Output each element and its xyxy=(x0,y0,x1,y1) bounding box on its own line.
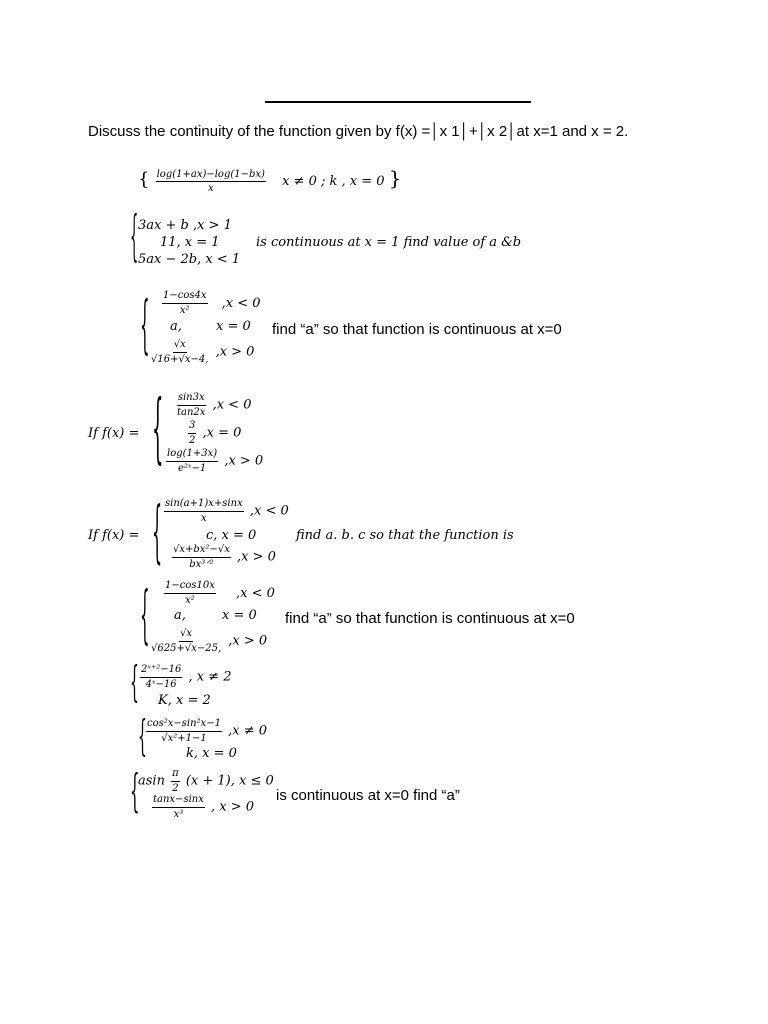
p6-case-3-fraction xyxy=(150,628,222,654)
p4-brace: { xyxy=(152,386,164,475)
p9-case-1-asin: asin xyxy=(138,773,165,789)
p8-case-1 xyxy=(144,718,267,744)
p9-case-2-cond: , x > 0 xyxy=(211,799,255,815)
p7-case-1-fraction xyxy=(140,664,182,690)
p9-case-2-den: x³ xyxy=(173,808,184,820)
p5-brace: { xyxy=(152,491,163,572)
p3-case-1 xyxy=(160,290,261,316)
p9-brace: { xyxy=(130,764,140,818)
p5-case-3-den: bx³ᐟ² xyxy=(189,558,214,570)
p3-case-1-cond: ,x < 0 xyxy=(221,295,261,311)
p1-fraction xyxy=(156,169,266,195)
p2-case-3: 5ax − 2b, x < 1 xyxy=(138,252,241,267)
problem-1 xyxy=(138,166,401,195)
p1-numerator: log(1+ax)−log(1−bx) xyxy=(156,169,266,183)
p6-case-2-value: a, xyxy=(174,608,186,623)
p4-case-2 xyxy=(186,420,241,446)
p8-case-1-den: √x²+1−1 xyxy=(161,732,207,744)
p2-case-2: 11, x = 1 xyxy=(160,235,220,250)
p4-case-1-den: tan2x xyxy=(177,406,206,418)
p3-case-1-num: 1−cos4x xyxy=(162,290,208,304)
p4-case-1-fraction xyxy=(176,392,206,418)
p7-case-1-num: 2ˣ⁺²−16 xyxy=(140,664,182,678)
p2-brace: { xyxy=(130,208,139,271)
p2-case-1: 3ax + b ,x > 1 xyxy=(138,218,232,233)
p5-case-1-fraction xyxy=(164,498,244,524)
p5-lhs: If f(x) = xyxy=(88,528,140,543)
p6-case-1 xyxy=(162,580,275,606)
p1-denominator: x xyxy=(207,183,214,194)
p3-case-3-den: √16+√x−4, xyxy=(151,353,209,365)
p7-brace: { xyxy=(130,660,139,708)
p7-case-1-cond: , x ≠ 2 xyxy=(188,669,232,685)
p5-case-3-fraction xyxy=(172,544,231,570)
p8-brace: { xyxy=(138,714,147,762)
problem-3 xyxy=(140,287,600,370)
p9-case-1-pi: π xyxy=(171,768,180,782)
p6-case-3-num: √x xyxy=(179,628,193,642)
p8-case-1-fraction xyxy=(146,718,222,744)
problem-9 xyxy=(130,764,490,822)
p4-case-1-cond: ,x < 0 xyxy=(212,397,252,413)
problem-7 xyxy=(130,660,330,710)
p4-case-3-den: e²ˣ−1 xyxy=(177,462,207,474)
problem-6 xyxy=(140,577,620,660)
p9-case-1-fraction xyxy=(171,768,180,794)
p6-case-2-cond: x = 0 xyxy=(222,608,257,623)
p1-conditions: x ≠ 0 ; k , x = 0 xyxy=(282,174,385,189)
p6-note: find “a” so that function is continuous at x=0 xyxy=(285,610,575,627)
p6-case-1-den: x² xyxy=(185,594,195,606)
p4-case-3-cond: ,x > 0 xyxy=(224,453,264,469)
p6-brace: { xyxy=(140,577,150,653)
p9-case-1-two: 2 xyxy=(172,782,179,794)
p4-case-3-fraction xyxy=(166,448,218,474)
p5-case-2: c, x = 0 xyxy=(206,528,257,543)
problem-4 xyxy=(88,386,388,478)
p7-case-2: K, x = 2 xyxy=(158,693,211,708)
p5-case-1-num: sin(a+1)x+sinx xyxy=(164,498,244,512)
p9-case-2 xyxy=(150,794,254,820)
p4-case-2-den: 2 xyxy=(189,434,196,446)
problem-5 xyxy=(88,491,548,578)
p3-case-3-cond: ,x > 0 xyxy=(215,344,255,360)
p3-case-3 xyxy=(148,339,254,365)
p7-case-1 xyxy=(138,664,231,690)
p3-case-1-den: x² xyxy=(179,304,190,316)
p2-note: is continuous at x = 1 find value of a &b xyxy=(256,235,522,250)
p5-case-3 xyxy=(170,544,276,570)
p5-case-1-cond: ,x < 0 xyxy=(249,503,289,519)
p8-case-2: k, x = 0 xyxy=(186,746,237,761)
p4-case-3-num: log(1+3x) xyxy=(166,448,218,462)
p4-lhs: If f(x) = xyxy=(88,426,140,441)
p4-case-1-num: sin3x xyxy=(177,392,206,406)
p5-note: find a. b. c so that the function is xyxy=(296,528,514,543)
p4-case-2-num: 3 xyxy=(188,420,196,434)
p9-note: is continuous at x=0 find “a” xyxy=(276,787,460,804)
p9-case-1 xyxy=(138,768,274,794)
p3-case-1-fraction xyxy=(162,290,208,316)
p9-case-1-rest: (x + 1), x ≤ 0 xyxy=(185,773,274,789)
p4-case-2-cond: ,x = 0 xyxy=(202,425,242,441)
p6-case-3-den: √625+√x−25, xyxy=(151,642,222,654)
p9-case-2-fraction xyxy=(152,794,205,820)
p4-case-3 xyxy=(164,448,263,474)
p6-case-3 xyxy=(148,628,267,654)
p4-case-2-fraction xyxy=(188,420,196,446)
p3-brace: { xyxy=(140,287,150,363)
p3-case-2-value: a, xyxy=(170,319,182,334)
p3-case-3-num: √x xyxy=(173,339,187,353)
p6-case-1-num: 1−cos10x xyxy=(164,580,216,594)
problem-8 xyxy=(138,714,338,764)
p1-close-brace: } xyxy=(388,166,402,190)
p8-case-1-num: cos²x−sin²x−1 xyxy=(146,718,222,732)
p4-case-1 xyxy=(174,392,251,418)
p6-case-1-cond: ,x < 0 xyxy=(236,585,275,601)
p9-case-2-num: tanx−sinx xyxy=(152,794,205,808)
p1-open-brace: { xyxy=(138,169,150,190)
header-rule xyxy=(265,101,531,103)
p3-case-2-cond: x = 0 xyxy=(216,319,251,334)
p6-case-1-fraction xyxy=(164,580,216,606)
p8-case-1-cond: ,x ≠ 0 xyxy=(228,723,267,739)
p3-case-3-fraction xyxy=(150,339,209,365)
p5-case-1-den: x xyxy=(201,512,207,524)
p5-case-3-num: √x+bx²−√x xyxy=(172,544,231,558)
intro-question: Discuss the continuity of the function given by f(x) =│x 1│+│x 2│at x=1 and x = 2. xyxy=(88,123,629,140)
p6-case-3-cond: ,x > 0 xyxy=(228,633,268,649)
p3-note: find “a” so that function is continuous at x=0 xyxy=(272,321,562,338)
p7-case-1-den: 4ˣ−16 xyxy=(145,678,177,690)
p5-case-3-cond: ,x > 0 xyxy=(236,549,276,565)
p5-case-1 xyxy=(162,498,289,524)
problem-2 xyxy=(130,208,590,271)
